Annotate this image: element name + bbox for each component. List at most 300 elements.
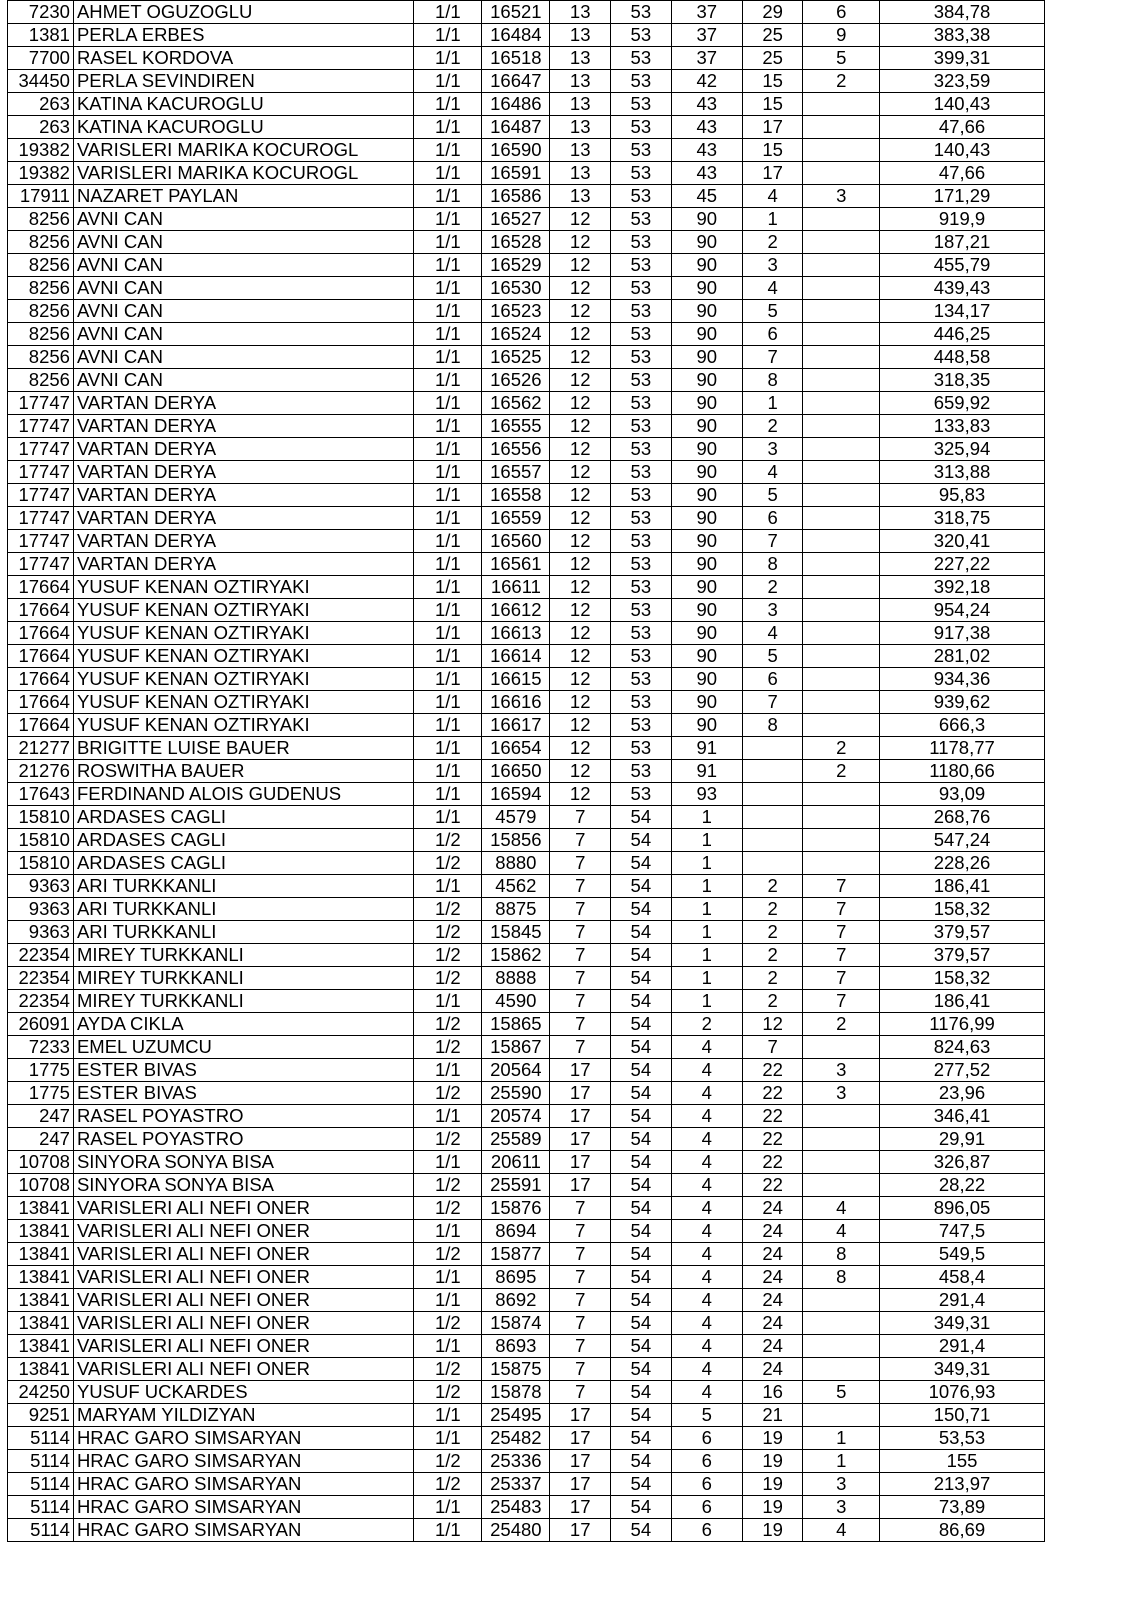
share-cell: 1/1 (414, 507, 482, 530)
owner-name-cell: ESTER BIVAS (73, 1059, 413, 1082)
share-cell: 1/2 (414, 898, 482, 921)
parcel-no-cell: 16612 (482, 599, 550, 622)
share-cell: 1/1 (414, 1, 482, 24)
owner-name-cell: AVNI CAN (73, 323, 413, 346)
amount-cell: 227,22 (880, 553, 1045, 576)
table-row (8, 1220, 1045, 1243)
section-cell: 54 (611, 967, 672, 990)
map-no-cell: 2 (671, 1013, 742, 1036)
amount-cell: 1076,93 (880, 1381, 1045, 1404)
share-cell: 1/1 (414, 1519, 482, 1542)
unit-no-cell (803, 1289, 880, 1312)
unit-no-cell: 5 (803, 47, 880, 70)
parcel-no-cell: 8888 (482, 967, 550, 990)
lot-no-cell: 25 (742, 24, 803, 47)
lot-no-cell: 24 (742, 1266, 803, 1289)
unit-no-cell (803, 553, 880, 576)
amount-cell: 53,53 (880, 1427, 1045, 1450)
owner-name-cell: VARISLERI ALI NEFI ONER (73, 1243, 413, 1266)
lot-no-cell: 4 (742, 622, 803, 645)
block-cell: 7 (550, 990, 611, 1013)
amount-cell: 86,69 (880, 1519, 1045, 1542)
section-cell: 54 (611, 1266, 672, 1289)
section-cell: 53 (611, 645, 672, 668)
owner-name-cell: AVNI CAN (73, 231, 413, 254)
share-cell: 1/1 (414, 392, 482, 415)
unit-no-cell (803, 93, 880, 116)
share-cell: 1/2 (414, 1013, 482, 1036)
section-cell: 54 (611, 1519, 672, 1542)
owner-name-cell: ROSWITHA BAUER (73, 760, 413, 783)
parcel-no-cell: 15862 (482, 944, 550, 967)
lot-no-cell: 24 (742, 1335, 803, 1358)
parcel-no-cell: 16526 (482, 369, 550, 392)
section-cell: 53 (611, 116, 672, 139)
owner-name-cell: ARDASES CAGLI (73, 829, 413, 852)
lot-no-cell: 8 (742, 714, 803, 737)
share-cell: 1/2 (414, 1450, 482, 1473)
amount-cell: 318,35 (880, 369, 1045, 392)
section-cell: 54 (611, 1473, 672, 1496)
amount-cell: 133,83 (880, 415, 1045, 438)
share-cell: 1/1 (414, 599, 482, 622)
parcel-no-cell: 16556 (482, 438, 550, 461)
lot-no-cell: 19 (742, 1450, 803, 1473)
parcel-no-cell: 16613 (482, 622, 550, 645)
section-cell: 54 (611, 1358, 672, 1381)
owner-id-cell: 263 (8, 116, 74, 139)
table-row (8, 1151, 1045, 1174)
amount-cell: 155 (880, 1450, 1045, 1473)
parcel-no-cell: 8692 (482, 1289, 550, 1312)
parcel-no-cell: 16650 (482, 760, 550, 783)
share-cell: 1/1 (414, 576, 482, 599)
owner-id-cell: 17747 (8, 530, 74, 553)
owner-id-cell: 13841 (8, 1197, 74, 1220)
section-cell: 53 (611, 507, 672, 530)
unit-no-cell (803, 346, 880, 369)
owner-id-cell: 24250 (8, 1381, 74, 1404)
table-row (8, 438, 1045, 461)
table-row (8, 645, 1045, 668)
share-cell: 1/1 (414, 1496, 482, 1519)
unit-no-cell (803, 461, 880, 484)
map-no-cell: 4 (671, 1036, 742, 1059)
parcel-no-cell: 20574 (482, 1105, 550, 1128)
parcel-no-cell: 20564 (482, 1059, 550, 1082)
lot-no-cell: 7 (742, 530, 803, 553)
share-cell: 1/2 (414, 1128, 482, 1151)
share-cell: 1/1 (414, 323, 482, 346)
map-no-cell: 90 (671, 300, 742, 323)
unit-no-cell (803, 1335, 880, 1358)
owner-name-cell: ESTER BIVAS (73, 1082, 413, 1105)
table-row (8, 369, 1045, 392)
unit-no-cell (803, 369, 880, 392)
share-cell: 1/1 (414, 369, 482, 392)
table-row (8, 668, 1045, 691)
parcel-no-cell: 16591 (482, 162, 550, 185)
lot-no-cell: 7 (742, 691, 803, 714)
section-cell: 54 (611, 1151, 672, 1174)
owner-id-cell: 15810 (8, 829, 74, 852)
share-cell: 1/1 (414, 553, 482, 576)
parcel-no-cell: 8875 (482, 898, 550, 921)
share-cell: 1/1 (414, 93, 482, 116)
section-cell: 54 (611, 1450, 672, 1473)
parcel-no-cell: 16525 (482, 346, 550, 369)
owner-id-cell: 17747 (8, 507, 74, 530)
share-cell: 1/1 (414, 484, 482, 507)
block-cell: 12 (550, 737, 611, 760)
amount-cell: 277,52 (880, 1059, 1045, 1082)
table-row (8, 1059, 1045, 1082)
unit-no-cell (803, 208, 880, 231)
section-cell: 53 (611, 438, 672, 461)
parcel-no-cell: 15878 (482, 1381, 550, 1404)
section-cell: 54 (611, 1404, 672, 1427)
owner-id-cell: 22354 (8, 967, 74, 990)
share-cell: 1/1 (414, 1105, 482, 1128)
amount-cell: 919,9 (880, 208, 1045, 231)
block-cell: 7 (550, 875, 611, 898)
parcel-no-cell: 25337 (482, 1473, 550, 1496)
owner-name-cell: VARISLERI ALI NEFI ONER (73, 1266, 413, 1289)
table-row (8, 1358, 1045, 1381)
lot-no-cell: 2 (742, 898, 803, 921)
block-cell: 7 (550, 1220, 611, 1243)
amount-cell: 158,32 (880, 898, 1045, 921)
parcel-no-cell: 16557 (482, 461, 550, 484)
owner-name-cell: VARTAN DERYA (73, 415, 413, 438)
map-no-cell: 1 (671, 990, 742, 1013)
block-cell: 7 (550, 921, 611, 944)
lot-no-cell: 22 (742, 1082, 803, 1105)
map-no-cell: 90 (671, 599, 742, 622)
parcel-no-cell: 4562 (482, 875, 550, 898)
owner-name-cell: VARTAN DERYA (73, 553, 413, 576)
table-row (8, 24, 1045, 47)
parcel-no-cell: 15877 (482, 1243, 550, 1266)
unit-no-cell (803, 783, 880, 806)
owner-id-cell: 7230 (8, 1, 74, 24)
unit-no-cell (803, 1404, 880, 1427)
lot-no-cell: 2 (742, 415, 803, 438)
section-cell: 54 (611, 1335, 672, 1358)
amount-cell: 23,96 (880, 1082, 1045, 1105)
lot-no-cell: 25 (742, 47, 803, 70)
owner-id-cell: 17747 (8, 415, 74, 438)
unit-no-cell (803, 1358, 880, 1381)
parcel-no-cell: 16594 (482, 783, 550, 806)
amount-cell: 659,92 (880, 392, 1045, 415)
share-cell: 1/1 (414, 208, 482, 231)
section-cell: 53 (611, 691, 672, 714)
owner-id-cell: 13841 (8, 1266, 74, 1289)
block-cell: 12 (550, 438, 611, 461)
map-no-cell: 4 (671, 1335, 742, 1358)
map-no-cell: 45 (671, 185, 742, 208)
lot-no-cell: 3 (742, 254, 803, 277)
block-cell: 12 (550, 599, 611, 622)
block-cell: 13 (550, 70, 611, 93)
unit-no-cell (803, 852, 880, 875)
amount-cell: 268,76 (880, 806, 1045, 829)
parcel-no-cell: 16518 (482, 47, 550, 70)
owner-name-cell: NAZARET PAYLAN (73, 185, 413, 208)
block-cell: 12 (550, 530, 611, 553)
section-cell: 53 (611, 553, 672, 576)
amount-cell: 228,26 (880, 852, 1045, 875)
parcel-no-cell: 16590 (482, 139, 550, 162)
section-cell: 53 (611, 231, 672, 254)
parcel-no-cell: 16528 (482, 231, 550, 254)
amount-cell: 934,36 (880, 668, 1045, 691)
table-row (8, 1243, 1045, 1266)
map-no-cell: 90 (671, 507, 742, 530)
block-cell: 7 (550, 1266, 611, 1289)
owner-id-cell: 19382 (8, 139, 74, 162)
block-cell: 13 (550, 185, 611, 208)
map-no-cell: 90 (671, 369, 742, 392)
amount-cell: 1178,77 (880, 737, 1045, 760)
amount-cell: 140,43 (880, 93, 1045, 116)
parcel-no-cell: 25589 (482, 1128, 550, 1151)
owner-name-cell: HRAC GARO SIMSARYAN (73, 1427, 413, 1450)
amount-cell: 281,02 (880, 645, 1045, 668)
parcel-no-cell: 16560 (482, 530, 550, 553)
map-no-cell: 91 (671, 760, 742, 783)
section-cell: 54 (611, 1289, 672, 1312)
unit-no-cell (803, 254, 880, 277)
table-row (8, 783, 1045, 806)
amount-cell: 349,31 (880, 1358, 1045, 1381)
table-row (8, 392, 1045, 415)
unit-no-cell (803, 806, 880, 829)
parcel-no-cell: 8693 (482, 1335, 550, 1358)
table-row (8, 116, 1045, 139)
parcel-no-cell: 15876 (482, 1197, 550, 1220)
lot-no-cell: 6 (742, 507, 803, 530)
block-cell: 17 (550, 1082, 611, 1105)
unit-no-cell (803, 438, 880, 461)
share-cell: 1/1 (414, 1404, 482, 1427)
section-cell: 54 (611, 990, 672, 1013)
owner-id-cell: 10708 (8, 1151, 74, 1174)
parcel-no-cell: 16617 (482, 714, 550, 737)
lot-no-cell: 6 (742, 323, 803, 346)
map-no-cell: 90 (671, 645, 742, 668)
map-no-cell: 1 (671, 829, 742, 852)
table-row (8, 162, 1045, 185)
table-row (8, 806, 1045, 829)
share-cell: 1/1 (414, 691, 482, 714)
parcel-no-cell: 25495 (482, 1404, 550, 1427)
amount-cell: 313,88 (880, 461, 1045, 484)
section-cell: 53 (611, 93, 672, 116)
map-no-cell: 90 (671, 668, 742, 691)
lot-no-cell: 3 (742, 599, 803, 622)
owner-name-cell: VARTAN DERYA (73, 392, 413, 415)
section-cell: 53 (611, 323, 672, 346)
table-row (8, 139, 1045, 162)
map-no-cell: 43 (671, 93, 742, 116)
table-row (8, 1312, 1045, 1335)
unit-no-cell: 6 (803, 1, 880, 24)
table-row (8, 484, 1045, 507)
lot-no-cell: 15 (742, 93, 803, 116)
section-cell: 54 (611, 1128, 672, 1151)
map-no-cell: 4 (671, 1358, 742, 1381)
amount-cell: 323,59 (880, 70, 1045, 93)
amount-cell: 28,22 (880, 1174, 1045, 1197)
owner-name-cell: AHMET OGUZOGLU (73, 1, 413, 24)
section-cell: 54 (611, 852, 672, 875)
block-cell: 12 (550, 415, 611, 438)
section-cell: 53 (611, 530, 672, 553)
parcel-no-cell: 16530 (482, 277, 550, 300)
parcel-no-cell: 8880 (482, 852, 550, 875)
lot-no-cell: 19 (742, 1427, 803, 1450)
block-cell: 12 (550, 691, 611, 714)
lot-no-cell: 22 (742, 1105, 803, 1128)
section-cell: 53 (611, 783, 672, 806)
section-cell: 54 (611, 1105, 672, 1128)
table-row (8, 714, 1045, 737)
table-row (8, 1335, 1045, 1358)
map-no-cell: 90 (671, 530, 742, 553)
owner-id-cell: 17747 (8, 553, 74, 576)
owner-name-cell: VARISLERI ALI NEFI ONER (73, 1289, 413, 1312)
unit-no-cell: 3 (803, 1059, 880, 1082)
parcel-no-cell: 4579 (482, 806, 550, 829)
lot-no-cell: 2 (742, 921, 803, 944)
share-cell: 1/2 (414, 967, 482, 990)
owner-name-cell: YUSUF KENAN OZTIRYAKI (73, 714, 413, 737)
share-cell: 1/1 (414, 231, 482, 254)
block-cell: 12 (550, 553, 611, 576)
map-no-cell: 91 (671, 737, 742, 760)
map-no-cell: 90 (671, 714, 742, 737)
share-cell: 1/2 (414, 1036, 482, 1059)
unit-no-cell: 2 (803, 760, 880, 783)
owner-name-cell: YUSUF KENAN OZTIRYAKI (73, 691, 413, 714)
block-cell: 7 (550, 1036, 611, 1059)
unit-no-cell (803, 116, 880, 139)
table-row (8, 691, 1045, 714)
map-no-cell: 43 (671, 139, 742, 162)
unit-no-cell: 4 (803, 1519, 880, 1542)
unit-no-cell (803, 1312, 880, 1335)
lot-no-cell: 21 (742, 1404, 803, 1427)
lot-no-cell: 24 (742, 1312, 803, 1335)
lot-no-cell: 22 (742, 1128, 803, 1151)
owner-name-cell: YUSUF KENAN OZTIRYAKI (73, 599, 413, 622)
amount-cell: 954,24 (880, 599, 1045, 622)
section-cell: 53 (611, 484, 672, 507)
unit-no-cell: 1 (803, 1427, 880, 1450)
parcel-no-cell: 4590 (482, 990, 550, 1013)
unit-no-cell (803, 714, 880, 737)
unit-no-cell: 5 (803, 1381, 880, 1404)
table-row (8, 921, 1045, 944)
block-cell: 13 (550, 162, 611, 185)
lot-no-cell: 24 (742, 1289, 803, 1312)
table-row (8, 1105, 1045, 1128)
unit-no-cell (803, 829, 880, 852)
block-cell: 12 (550, 668, 611, 691)
block-cell: 7 (550, 1197, 611, 1220)
share-cell: 1/1 (414, 1266, 482, 1289)
table-row (8, 599, 1045, 622)
share-cell: 1/1 (414, 806, 482, 829)
section-cell: 53 (611, 714, 672, 737)
table-row (8, 1082, 1045, 1105)
share-cell: 1/1 (414, 530, 482, 553)
amount-cell: 379,57 (880, 944, 1045, 967)
table-row (8, 1404, 1045, 1427)
section-cell: 53 (611, 392, 672, 415)
owner-name-cell: KATINA KACUROGLU (73, 93, 413, 116)
lot-no-cell: 24 (742, 1358, 803, 1381)
unit-no-cell: 9 (803, 24, 880, 47)
block-cell: 12 (550, 392, 611, 415)
section-cell: 53 (611, 185, 672, 208)
amount-cell: 47,66 (880, 116, 1045, 139)
parcel-no-cell: 16558 (482, 484, 550, 507)
share-cell: 1/1 (414, 277, 482, 300)
section-cell: 54 (611, 806, 672, 829)
amount-cell: 399,31 (880, 47, 1045, 70)
section-cell: 53 (611, 254, 672, 277)
owner-id-cell: 8256 (8, 254, 74, 277)
owner-id-cell: 22354 (8, 990, 74, 1013)
unit-no-cell: 2 (803, 737, 880, 760)
unit-no-cell (803, 277, 880, 300)
parcel-no-cell: 15874 (482, 1312, 550, 1335)
lot-no-cell: 24 (742, 1243, 803, 1266)
lot-no-cell (742, 783, 803, 806)
parcel-no-cell: 16654 (482, 737, 550, 760)
parcel-no-cell: 16647 (482, 70, 550, 93)
parcel-no-cell: 25482 (482, 1427, 550, 1450)
amount-cell: 326,87 (880, 1151, 1045, 1174)
table-row (8, 208, 1045, 231)
unit-no-cell (803, 162, 880, 185)
section-cell: 54 (611, 1243, 672, 1266)
parcel-no-cell: 25590 (482, 1082, 550, 1105)
owner-id-cell: 13841 (8, 1220, 74, 1243)
table-row (8, 1473, 1045, 1496)
owner-name-cell: ARDASES CAGLI (73, 852, 413, 875)
owner-id-cell: 15810 (8, 806, 74, 829)
owner-name-cell: AVNI CAN (73, 346, 413, 369)
owner-id-cell: 17747 (8, 484, 74, 507)
amount-cell: 93,09 (880, 783, 1045, 806)
block-cell: 13 (550, 47, 611, 70)
share-cell: 1/1 (414, 760, 482, 783)
block-cell: 7 (550, 1312, 611, 1335)
table-row (8, 553, 1045, 576)
unit-no-cell (803, 323, 880, 346)
owner-name-cell: YUSUF UCKARDES (73, 1381, 413, 1404)
block-cell: 17 (550, 1151, 611, 1174)
section-cell: 53 (611, 760, 672, 783)
map-no-cell: 4 (671, 1220, 742, 1243)
parcel-no-cell: 16521 (482, 1, 550, 24)
table-row (8, 231, 1045, 254)
lot-no-cell: 19 (742, 1473, 803, 1496)
